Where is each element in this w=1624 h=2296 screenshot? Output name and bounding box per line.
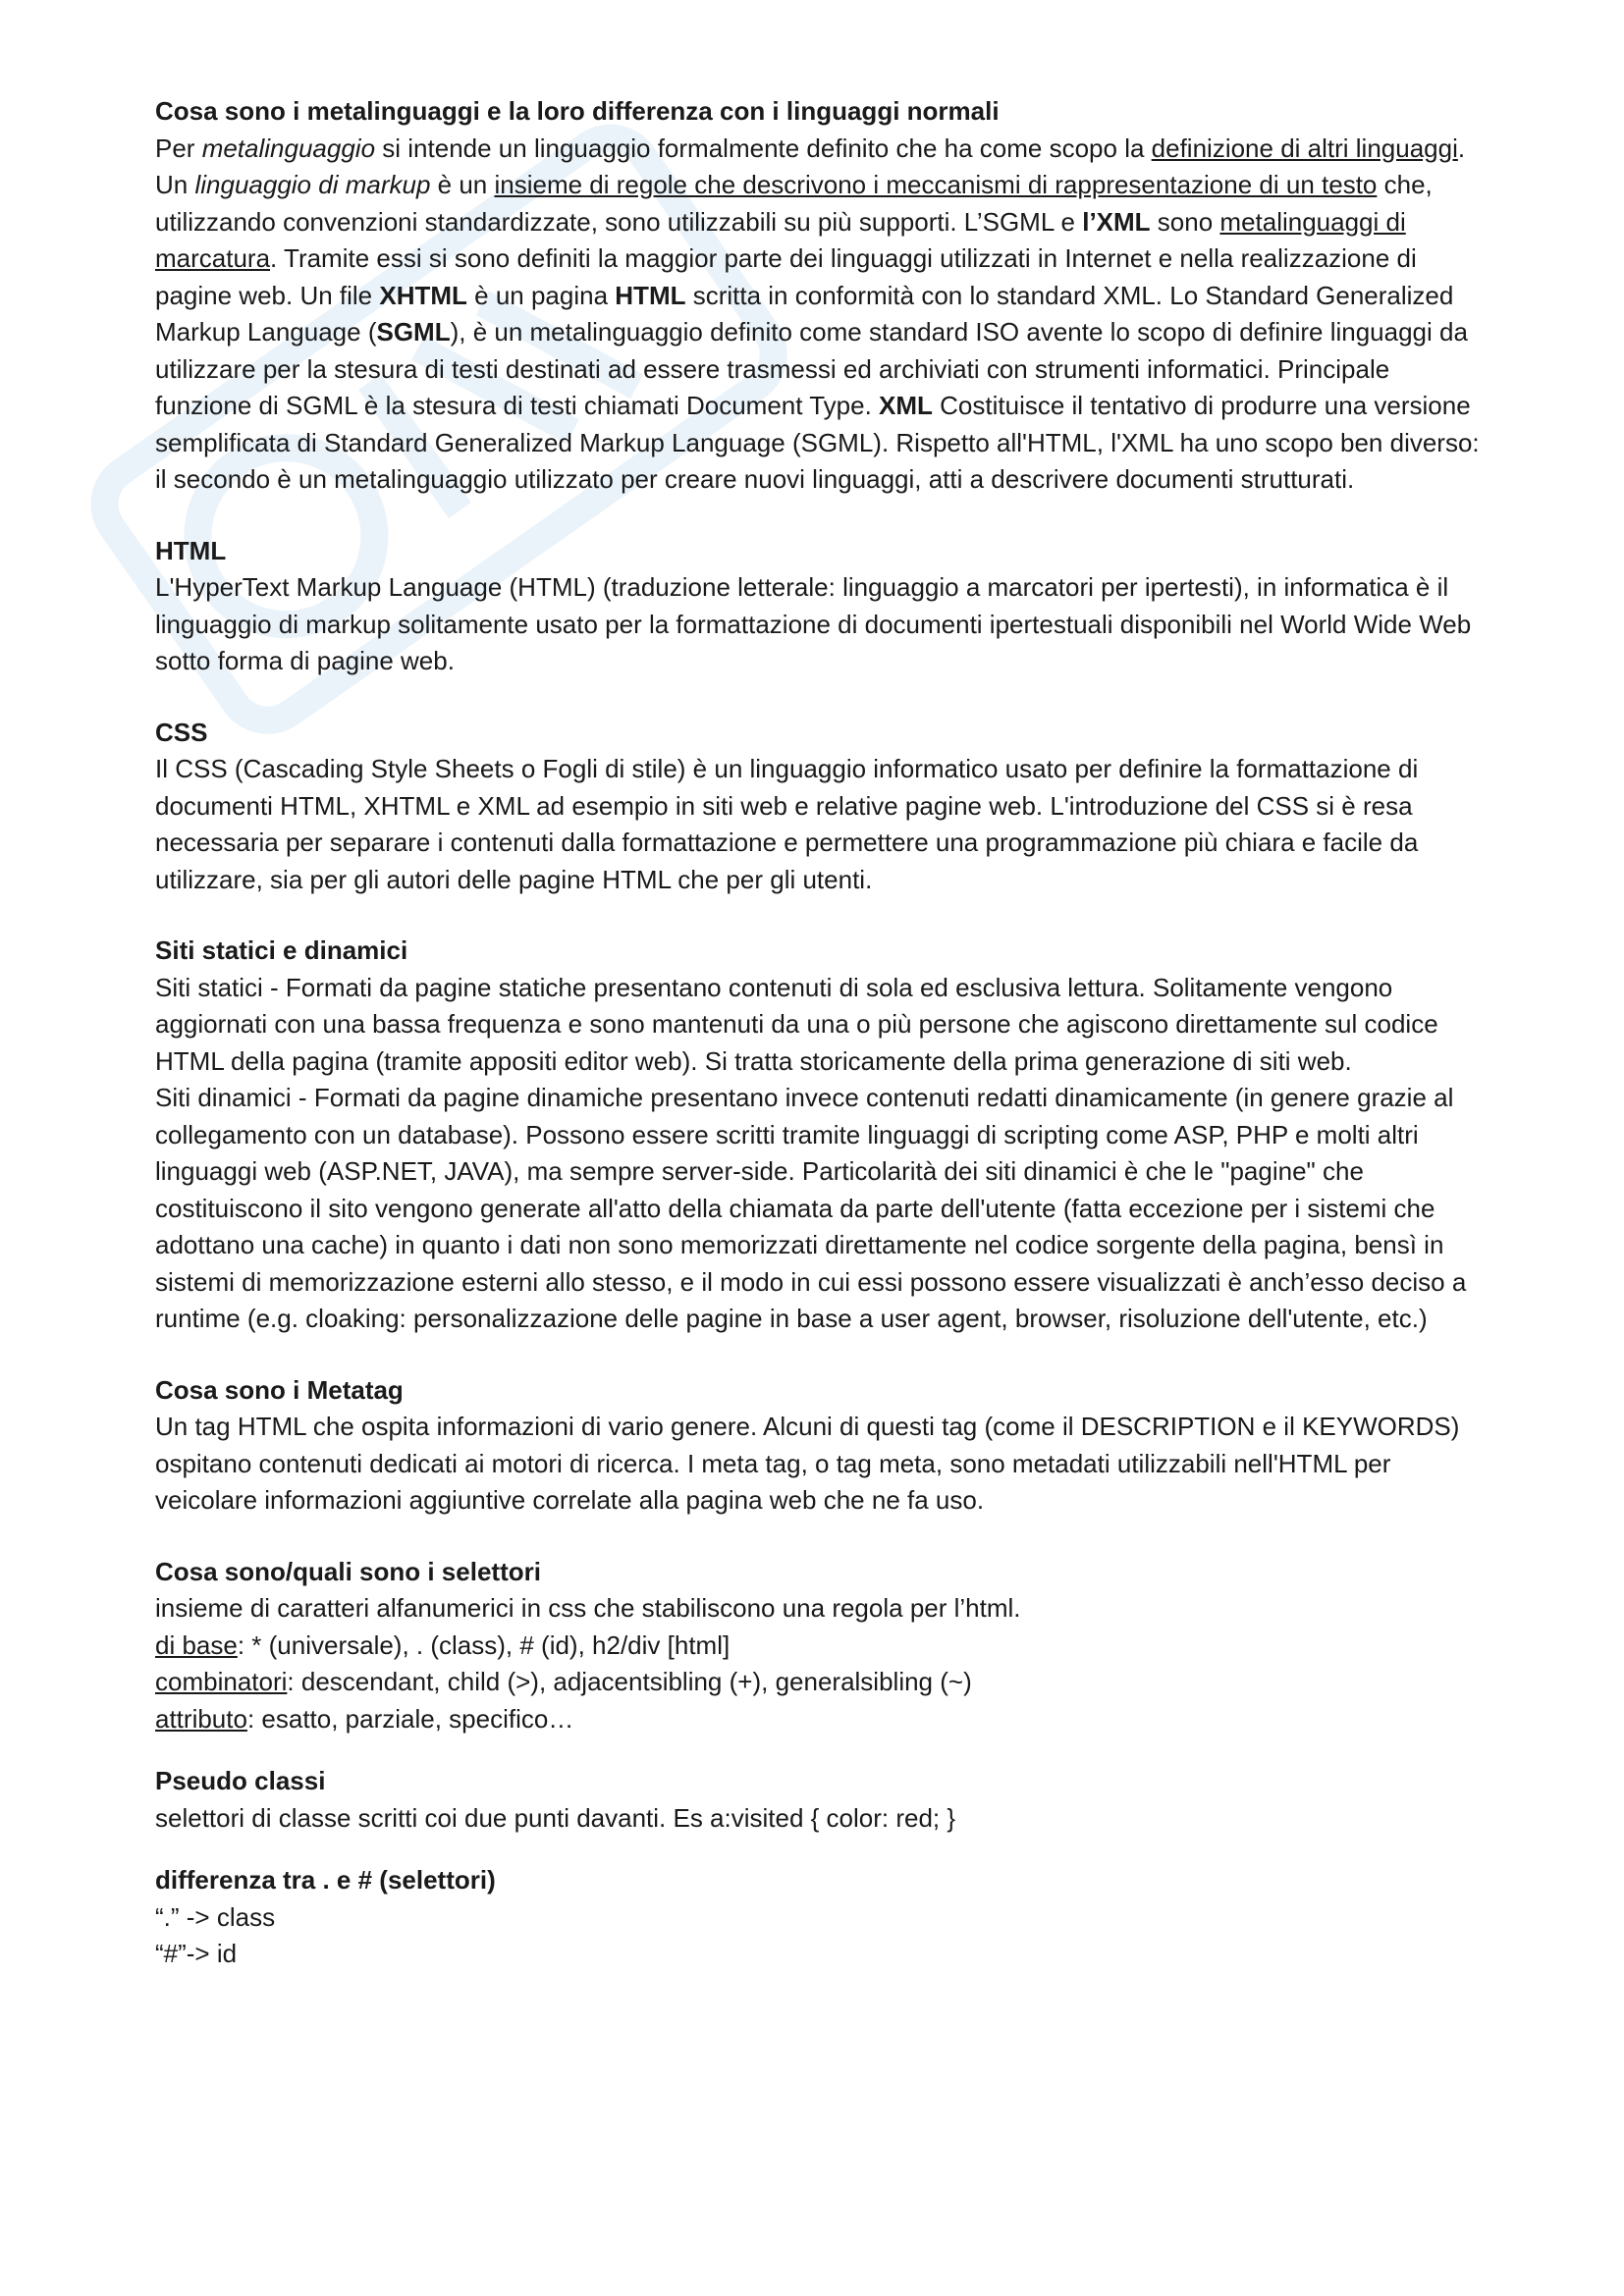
section-heading: Cosa sono i metalinguaggi e la loro differenza con i linguaggi normali bbox=[155, 96, 1000, 126]
text-run: . Tramite essi si sono definiti la maggior parte dei linguaggi utilizzati in Internet e nella realizzazione di pagine web. Un file bbox=[155, 243, 1417, 310]
text-run: è un bbox=[430, 170, 495, 199]
document-page bbox=[155, 93, 1490, 2007]
section-heading: Siti statici e dinamici bbox=[155, 935, 408, 965]
paragraph: Il CSS (Cascading Style Sheets o Fogli di stile) è un linguaggio informatico usato per definire la formattazione di documenti HTML, XHTML e XML ad esempio in siti web e relative pagine web. L'introduzione del CSS si è resa necessaria per separare i contenuti dalla formattazione e permettere una programmazione più chiara e facile da utilizzare, sia per gli autori delle pagine HTML che per gli utenti. bbox=[155, 754, 1419, 894]
underlined-label: attributo bbox=[155, 1703, 247, 1734]
text-run: ), è un metalinguaggio definito come standard ISO avente lo scopo di definire linguaggi da utilizzare per la stesura di testi destinati ad essere trasmessi ed archiviati con strumenti informatici. Principale funzione di SGML è la stesura di testi chiamati Document Type. bbox=[155, 317, 1468, 420]
underlined-text: definizione di altri linguaggi bbox=[1151, 133, 1458, 163]
bold-term: XHTML bbox=[379, 280, 467, 310]
text-run: si intende un linguaggio formalmente definito che ha come scopo la bbox=[375, 133, 1152, 163]
paragraph bbox=[155, 131, 1490, 499]
list-item bbox=[155, 1664, 1490, 1701]
paragraph: insieme di caratteri alfanumerici in css che stabiliscono una regola per l’html. bbox=[155, 1593, 1021, 1623]
list-item bbox=[155, 1628, 1490, 1665]
text-run: : descendant, child (>), adjacentsibling (+), generalsibling (~) bbox=[287, 1667, 972, 1696]
text-run: Per bbox=[155, 133, 202, 163]
list-item: “.” -> class bbox=[155, 1901, 276, 1932]
section-heading: Pseudo classi bbox=[155, 1766, 326, 1795]
bold-term: SGML bbox=[376, 317, 451, 347]
paragraph: Un tag HTML che ospita informazioni di vario genere. Alcuni di questi tag (come il DESCRIPTION e il KEYWORDS) ospitano contenuti dedicati ai motori di ricerca. I meta tag, o tag meta, sono metadati utilizzabili nell'HTML per veicolare informazioni aggiuntive correlate alla pagina web che ne fa uso. bbox=[155, 1412, 1460, 1515]
underlined-label: combinatori bbox=[155, 1667, 288, 1696]
text-run: : esatto, parziale, specifico… bbox=[246, 1703, 574, 1734]
section-heading: Cosa sono i Metatag bbox=[155, 1374, 404, 1405]
section-css bbox=[155, 715, 1490, 899]
section-heading: HTML bbox=[155, 535, 227, 565]
list-item bbox=[155, 1701, 1490, 1738]
paragraph: selettori di classe scritti coi due punti davanti. Es a:visited { color: red; } bbox=[155, 1802, 956, 1833]
text-run: scritta in conformità con lo standard XML. Lo Standard Generalized Markup Language ( bbox=[155, 280, 1454, 347]
section-heading: CSS bbox=[155, 717, 208, 747]
underlined-label: di base bbox=[155, 1629, 238, 1660]
underlined-text: metalinguaggi di marcatura bbox=[155, 206, 1406, 273]
text-run: : * (universale), . (class), # (id), h2/div [html] bbox=[237, 1629, 731, 1660]
paragraph: Siti statici - Formati da pagine statiche presentano contenuti di sola ed esclusiva lettura. Solitamente vengono aggiornati con una bassa frequenza e sono mantenuti da una o più persone che agiscono direttamente sul codice HTML della pagina (tramite appositi editor web). Si tratta storicamente della prima generazione di siti web. bbox=[155, 972, 1438, 1076]
text-run: che, utilizzando convenzioni standardizzate, sono utilizzabili su più supporti. L’SGML e bbox=[155, 170, 1433, 237]
bold-term: l’XML bbox=[1082, 206, 1151, 237]
section-siti bbox=[155, 933, 1490, 1338]
text-run: . Un bbox=[155, 133, 1466, 199]
paragraph: Siti dinamici - Formati da pagine dinamiche presentano invece contenuti redatti dinamicamente (in genere grazie al collegamento con un database). Possono essere scritti tramite linguaggi di scripting come ASP, PHP e molti altri linguaggi web (ASP.NET, JAVA), ma sempre server-side. Particolarità dei siti dinamici è che le "pagine" che costituiscono il sito vengono generate all'atto della chiamata da parte dell'utente (fatta eccezione per i sistemi che adottano una cache) in quanto i dati non sono memorizzati direttamente nel codice sorgente della pagina, bensì in sistemi di memorizzazione esterni allo stesso, e il modo in cui essi possono essere visualizzati è anch’esso deciso a runtime (e.g. cloaking: personalizzazione delle pagine in base a user agent, browser, risoluzione dell'utente, etc.) bbox=[155, 1083, 1467, 1333]
paragraph: L'HyperText Markup Language (HTML) (traduzione letterale: linguaggio a marcatori per ipertesti), in informatica è il linguaggio di markup solitamente usato per la formattazione di documenti ipertestuali disponibili nel World Wide Web sotto forma di pagine web. bbox=[155, 572, 1472, 675]
section-selettori bbox=[155, 1554, 1490, 1738]
section-metatag bbox=[155, 1372, 1490, 1520]
underlined-text: insieme di regole che descrivono i meccanismi di rappresentazione di un testo bbox=[494, 170, 1378, 199]
bold-term: HTML bbox=[615, 280, 686, 310]
text-run: è un pagina bbox=[466, 280, 616, 310]
italic-term: metalinguaggio bbox=[201, 133, 376, 163]
section-heading: differenza tra . e # (selettori) bbox=[155, 1865, 496, 1895]
text-run: Costituisce il tentativo di produrre una versione semplificata di Standard Generalized Markup Language (SGML). Rispetto all'HTML, l'XML ha uno scopo ben diverso: il secondo è un metalinguaggio utilizzato per creare nuovi linguaggi, atti a descrivere documenti strutturati. bbox=[155, 391, 1480, 494]
section-differenza bbox=[155, 1862, 1490, 1973]
section-html bbox=[155, 533, 1490, 680]
bold-term: XML bbox=[879, 391, 933, 420]
section-pseudo bbox=[155, 1763, 1490, 1837]
italic-term: linguaggio di markup bbox=[194, 170, 431, 199]
text-run: sono bbox=[1150, 206, 1220, 237]
section-heading: Cosa sono/quali sono i selettori bbox=[155, 1556, 541, 1586]
list-item: “#”-> id bbox=[155, 1939, 238, 1968]
section-metalinguaggi bbox=[155, 93, 1490, 499]
